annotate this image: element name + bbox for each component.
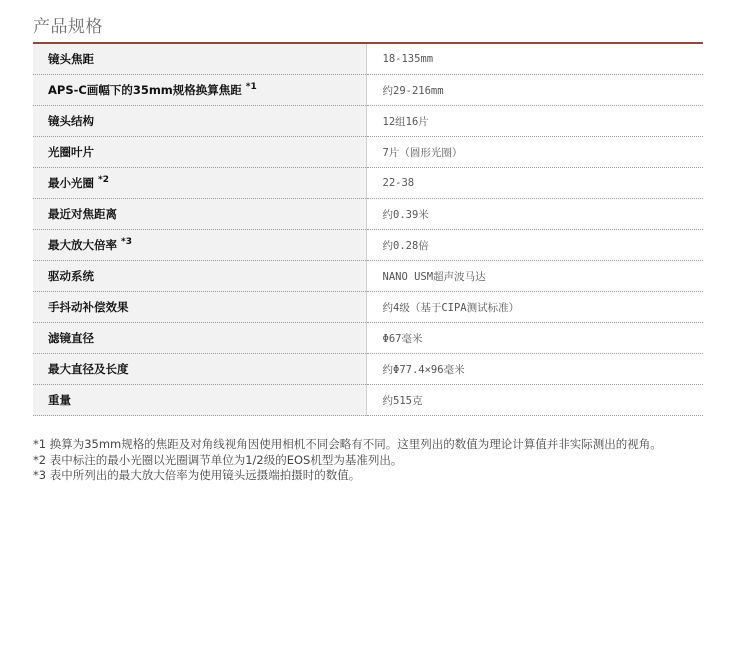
spec-label-cell [33,199,366,230]
footnote-1: *1 换算为35mm规格的焦距及对角线视角因使用相机不同会略有不同。这里列出的数值为理论计算值并非实际测出的视角。 [33,437,662,451]
spec-value: 约0.28倍 [366,230,703,261]
spec-label-cell [33,106,366,137]
spec-label-cell [33,292,366,323]
footnotes [33,437,708,484]
spec-value: 7片（圆形光圈） [366,137,703,168]
spec-label-cell [33,230,366,261]
table-row [33,168,703,199]
spec-label: 镜头结构 [48,114,94,128]
spec-label-cell [33,323,366,354]
spec-value: 约515克 [366,385,703,416]
spec-value: 22-38 [366,168,703,199]
spec-label: 驱动系统 [48,269,94,283]
table-row [33,106,703,137]
spec-label: APS-C画幅下的35mm规格换算焦距 [48,83,242,97]
spec-label-cell [33,44,366,75]
table-row [33,261,703,292]
spec-label: 滤镜直径 [48,331,94,345]
spec-label-cell [33,385,366,416]
footnote-marker: *2 [98,175,109,185]
footnote-3: *3 表中所列出的最大放大倍率为使用镜头远摄端拍摄时的数值。 [33,468,361,482]
table-row [33,44,703,75]
spec-value: 约Φ77.4×96毫米 [366,354,703,385]
table-row [33,323,703,354]
table-row [33,354,703,385]
spec-label: 光圈叶片 [48,145,94,159]
spec-value: 18-135mm [366,44,703,75]
spec-label-cell [33,137,366,168]
spec-label: 镜头焦距 [48,52,94,66]
spec-label: 重量 [48,393,71,407]
spec-label: 最大放大倍率 [48,238,117,252]
spec-value: Φ67毫米 [366,323,703,354]
spec-value: 约4级（基于CIPA测试标准） [366,292,703,323]
spec-label: 最大直径及长度 [48,362,129,376]
table-row [33,199,703,230]
spec-label-cell [33,168,366,199]
table-row [33,137,703,168]
spec-label-cell [33,75,366,106]
footnote-2: *2 表中标注的最小光圈以光圈调节单位为1/2级的EOS机型为基准列出。 [33,452,403,467]
spec-label: 最小光圈 [48,176,94,190]
spec-value: 约29-216mm [366,75,703,106]
spec-label-cell [33,261,366,292]
spec-value: NANO USM超声波马达 [366,261,703,292]
footnote-marker: *1 [245,82,257,92]
table-row [33,75,703,106]
spec-table [33,44,703,416]
spec-value: 约0.39米 [366,199,703,230]
table-row [33,230,703,261]
spec-label: 最近对焦距离 [48,207,117,221]
table-row [33,385,703,416]
table-row [33,292,703,323]
spec-label: 手抖动补偿效果 [48,300,129,314]
spec-value: 12组16片 [366,106,703,137]
spec-label-cell [33,354,366,385]
footnote-marker: *3 [121,237,132,247]
page-title: 产品规格 [33,17,103,37]
